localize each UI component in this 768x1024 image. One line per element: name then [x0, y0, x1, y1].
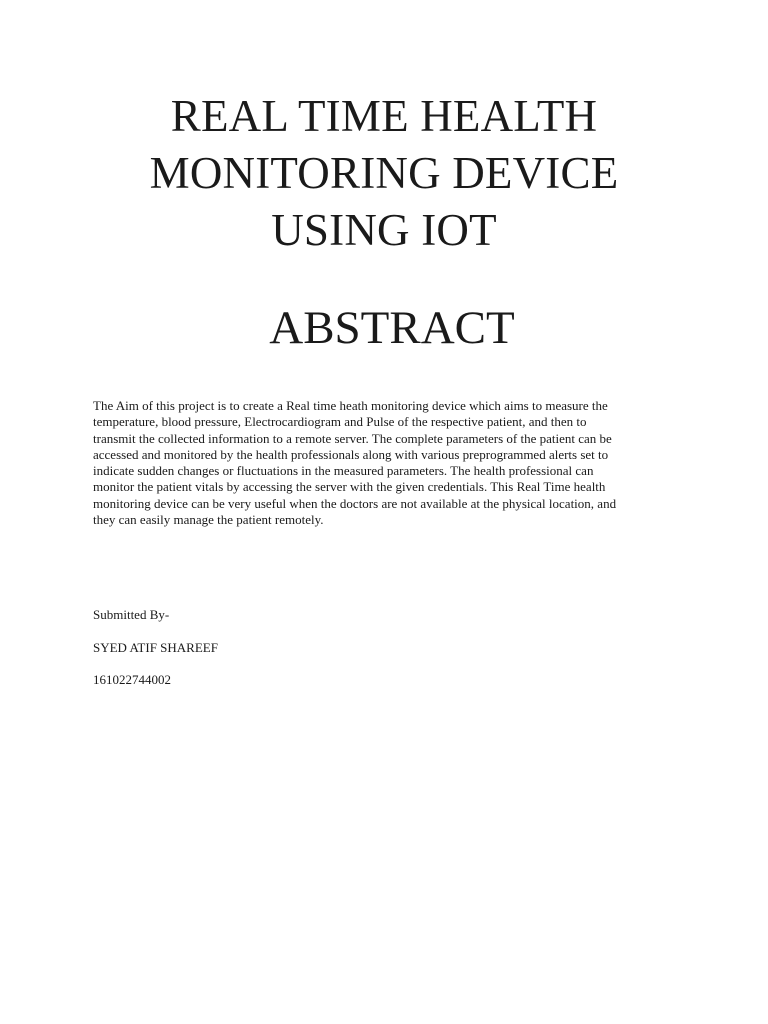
- author-id: 161022744002: [93, 672, 171, 687]
- abstract-line-6: monitor the patient vitals by accessing the server with the given credentials. This Real Time health: [93, 479, 606, 495]
- abstract-heading: ABSTRACT: [269, 302, 515, 354]
- abstract-line-3: transmit the collected information to a remote server. The complete parameters of the patient can be: [93, 430, 612, 446]
- abstract-paragraph: [93, 398, 673, 528]
- submitted-by-label: Submitted By-: [93, 607, 170, 622]
- abstract-line-1: The Aim of this project is to create a Real time heath monitoring device which aims to measure the: [93, 398, 608, 413]
- abstract-line-5: indicate sudden changes or fluctuations in the measured parameters. The health professional can: [93, 463, 594, 479]
- title-line-3: USING IOT: [271, 205, 497, 255]
- abstract-line-8: they can easily manage the patient remotely.: [93, 512, 324, 528]
- abstract-line-7: monitoring device can be very useful when the doctors are not available at the physical location, and: [93, 495, 617, 511]
- title-line-2: MONITORING DEVICE: [149, 148, 619, 198]
- document-title: [84, 88, 684, 259]
- abstract-line-2: temperature, blood pressure, Electrocardiogram and Pulse of the respective patient, and then to: [93, 414, 587, 430]
- abstract-line-4: accessed and monitored by the health professionals along with various preprogrammed alerts set to: [93, 446, 609, 462]
- author-name: SYED ATIF SHAREEF: [93, 640, 218, 655]
- title-line-1: REAL TIME HEALTH: [170, 91, 598, 141]
